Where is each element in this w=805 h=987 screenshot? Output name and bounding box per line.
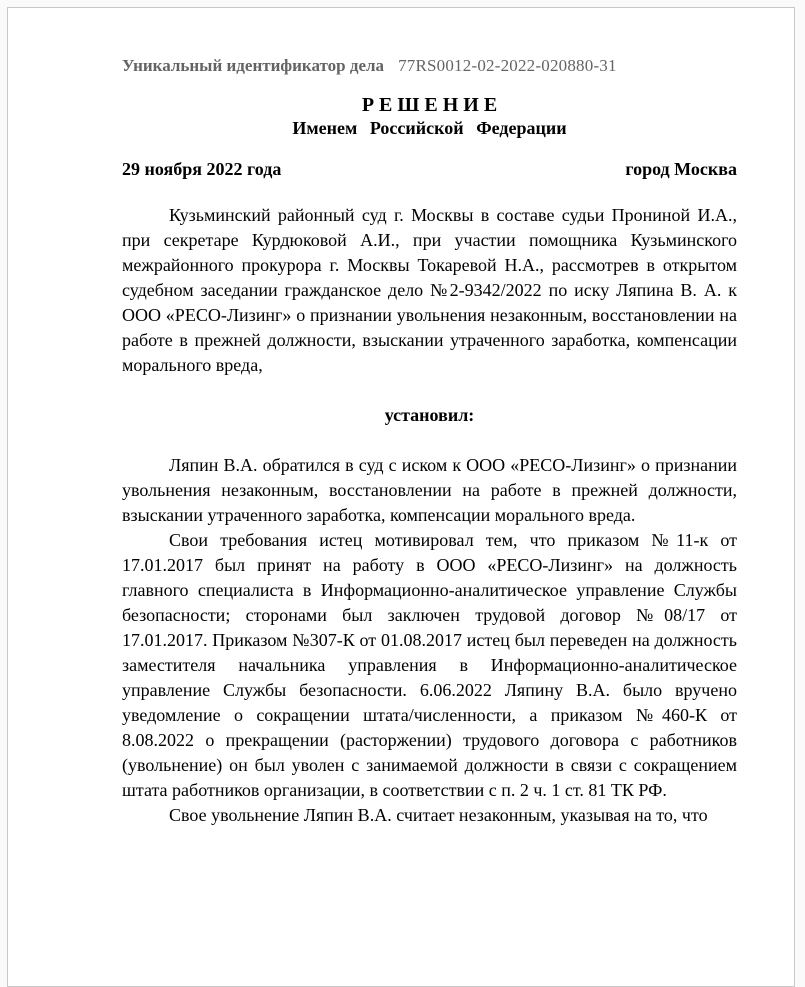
paragraph-court-composition: Кузьминский районный суд г. Москвы в составе судьи Прониной И.А., при секретаре Курдюковой А.И., при участии помощника Кузьминского межрайонного прокурора г. Москвы Токаревой Н.А., рассмотрев в открытом судебном заседании гражданское дело №2-9342/2022 по иску Ляпина В. А. к ООО «РЕСО-Лизинг» о признании увольнения незаконным, восстановлении на работе в прежней должности, взыскании утраченного заработка, компенсации морального вреда, [122,205,737,375]
case-id-value: 77RS0012-02-2022-020880-31 [398,56,617,75]
paragraph-claim-summary: Ляпин В.А. обратился в суд с иском к ООО «РЕСО-Лизинг» о признании увольнения незаконным, восстановлении на работе в прежней должности, взыскании утраченного заработка, компенсации морального вреда. [122,455,737,525]
decision-subtitle: Именем Российской Федерации [292,118,567,138]
case-id-label: Уникальный идентификатор дела [122,56,385,75]
document-body [122,203,737,828]
decision-date: 29 ноября 2022 года [122,159,282,179]
document-page [7,7,795,987]
date-city-row [122,157,737,182]
decision-title: Р Е Ш Е Н И Е [361,94,498,116]
paragraph-claim-details: Свои требования истец мотивировал тем, что приказом №11-к от 17.01.2017 был принят на работу в ООО «РЕСО-Лизинг» на должность главного специалиста в Информационно-аналитическое управление Службы безопасности; сторонами был заключен трудовой договор №08/17 от 17.01.2017. Приказом №307-К от 01.08.2017 истец был переведен на должность заместителя начальника управления в Информационно-аналитическое управление Службы безопасности. 6.06.2022 Ляпину В.А. было вручено уведомление о сокращении штата/численности, а приказом №460-К от 8.08.2022 о прекращении (расторжении) трудового договора с работников (увольнение) он был уволен с занимаемой должности в связи с сокращением штата работников организации, в соответствии с п. 2 ч. 1 ст. 81 ТК РФ. [122,530,737,800]
case-id-row [122,53,737,78]
section-heading-ustanovil: установил: [384,405,475,425]
decision-city: город Москва [625,159,737,179]
paragraph-dismissal-opinion: Свое увольнение Ляпин В.А. считает незаконным, указывая на то, что [169,805,708,825]
